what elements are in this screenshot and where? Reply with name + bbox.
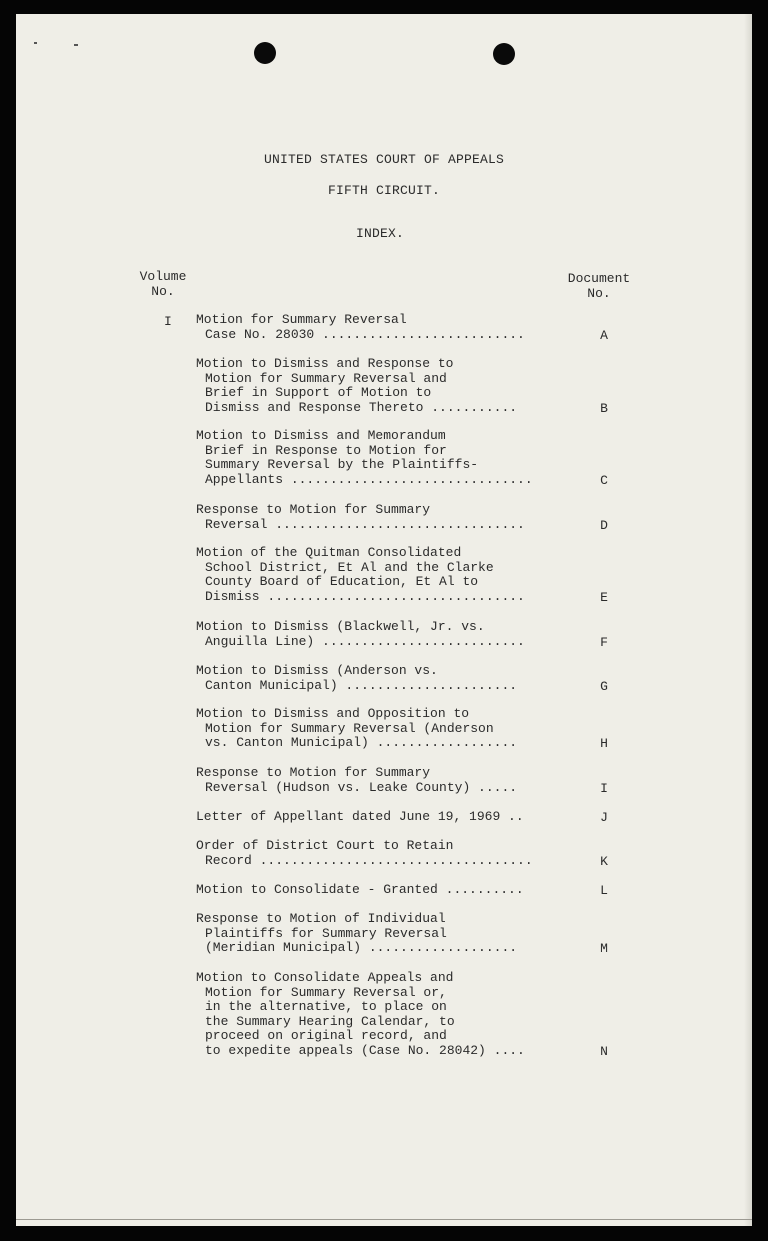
entry-line: proceed on original record, and xyxy=(205,1028,447,1044)
index-entry xyxy=(196,766,591,795)
document-letter: A xyxy=(600,327,608,343)
entry-line: Dismiss and Response Thereto ........... xyxy=(205,399,518,415)
punch-hole-left xyxy=(254,42,276,64)
entry-line: the Summary Hearing Calendar, to xyxy=(205,1013,455,1029)
speck xyxy=(34,42,37,44)
entry-line: Anguilla Line) .......................... xyxy=(205,633,525,649)
circuit-title: FIFTH CIRCUIT. xyxy=(327,183,441,198)
document-letter: D xyxy=(600,517,608,533)
index-title: INDEX. xyxy=(355,226,404,241)
entry-line: Motion for Summary Reversal or, xyxy=(205,984,447,1000)
document-header-line1: Document xyxy=(567,271,631,286)
entry-line: Motion to Dismiss and Response to xyxy=(196,356,454,371)
index-entry xyxy=(196,620,591,649)
volume-column-header xyxy=(132,269,194,299)
volume-number: I xyxy=(164,314,172,329)
document-letter: L xyxy=(600,883,608,898)
document-letter: H xyxy=(600,736,608,752)
document-column-header xyxy=(560,271,638,301)
entry-line: Motion of the Quitman Consolidated xyxy=(196,545,462,560)
entry-line: Case No. 28030 .......................... xyxy=(205,326,525,342)
document-letter: F xyxy=(600,634,608,650)
index-entry xyxy=(196,429,591,487)
entry-line: Motion to Dismiss and Opposition to xyxy=(196,706,470,721)
document-letter: E xyxy=(600,589,608,605)
entry-line: Reversal (Hudson vs. Leake County) ..... xyxy=(205,779,518,795)
entry-line: Motion for Summary Reversal (Anderson xyxy=(205,720,494,736)
entry-line: Record ................................... xyxy=(205,852,533,868)
entry-line: Brief in Support of Motion to xyxy=(205,385,432,401)
entry-line: Appellants ............................... xyxy=(205,471,533,487)
entry-line: Summary Reversal by the Plaintiffs- xyxy=(205,457,479,473)
entry-line: Motion to Consolidate - Granted .......... xyxy=(196,882,524,897)
entry-line: Reversal ................................ xyxy=(205,516,525,532)
punch-hole-right xyxy=(493,43,515,65)
index-entry xyxy=(196,357,591,415)
index-entry xyxy=(196,503,591,532)
document-letter: M xyxy=(600,941,608,957)
volume-header-line1: Volume xyxy=(139,269,187,284)
index-entry xyxy=(196,664,591,693)
paper-bottom-edge xyxy=(16,1219,752,1220)
entry-line: Order of District Court to Retain xyxy=(196,838,454,853)
index-entry xyxy=(196,839,591,868)
entry-line: Dismiss ................................. xyxy=(205,588,525,604)
document-letter: B xyxy=(600,400,608,416)
entry-line: Canton Municipal) ...................... xyxy=(205,677,518,693)
entry-line: in the alternative, to place on xyxy=(205,999,447,1015)
index-entry xyxy=(196,313,591,342)
document-letter: I xyxy=(600,780,608,796)
index-entry xyxy=(196,883,591,898)
index-entry xyxy=(196,971,591,1059)
document-letter: C xyxy=(600,472,608,488)
entry-line: Motion to Dismiss and Memorandum xyxy=(196,428,446,443)
entry-line: School District, Et Al and the Clarke xyxy=(205,559,494,575)
entry-line: (Meridian Municipal) ................... xyxy=(205,940,518,956)
entry-line: Plaintiffs for Summary Reversal xyxy=(205,925,447,941)
entry-line: Motion to Consolidate Appeals and xyxy=(196,970,454,985)
document-letter: G xyxy=(600,678,608,694)
entry-line: Response to Motion for Summary xyxy=(196,765,431,780)
entry-line: vs. Canton Municipal) .................. xyxy=(205,735,518,751)
entry-line: to expedite appeals (Case No. 28042) .... xyxy=(205,1042,525,1058)
index-entry xyxy=(196,546,591,604)
document-letter: N xyxy=(600,1044,608,1059)
document-letter: J xyxy=(600,810,608,825)
entry-line: Letter of Appellant dated June 19, 1969 .. xyxy=(196,809,524,824)
document-letter: K xyxy=(600,853,608,869)
document-header-line2: No. xyxy=(587,286,611,301)
document-page xyxy=(16,14,752,1226)
entry-line: County Board of Education, Et Al to xyxy=(205,574,479,590)
index-entry xyxy=(196,810,591,825)
entry-line: Motion for Summary Reversal and xyxy=(205,370,447,386)
entry-line: Motion to Dismiss (Blackwell, Jr. vs. xyxy=(196,619,485,634)
entry-line: Response to Motion for Summary xyxy=(196,502,431,517)
entry-line: Response to Motion of Individual xyxy=(196,911,446,926)
index-entry xyxy=(196,707,591,751)
entry-line: Motion to Dismiss (Anderson vs. xyxy=(196,663,438,678)
court-title: UNITED STATES COURT OF APPEALS xyxy=(263,152,505,167)
index-entry xyxy=(196,912,591,956)
entry-line: Brief in Response to Motion for xyxy=(205,442,447,458)
volume-header-line2: No. xyxy=(151,284,175,299)
entry-line: Motion for Summary Reversal xyxy=(196,312,407,327)
speck xyxy=(74,44,78,46)
